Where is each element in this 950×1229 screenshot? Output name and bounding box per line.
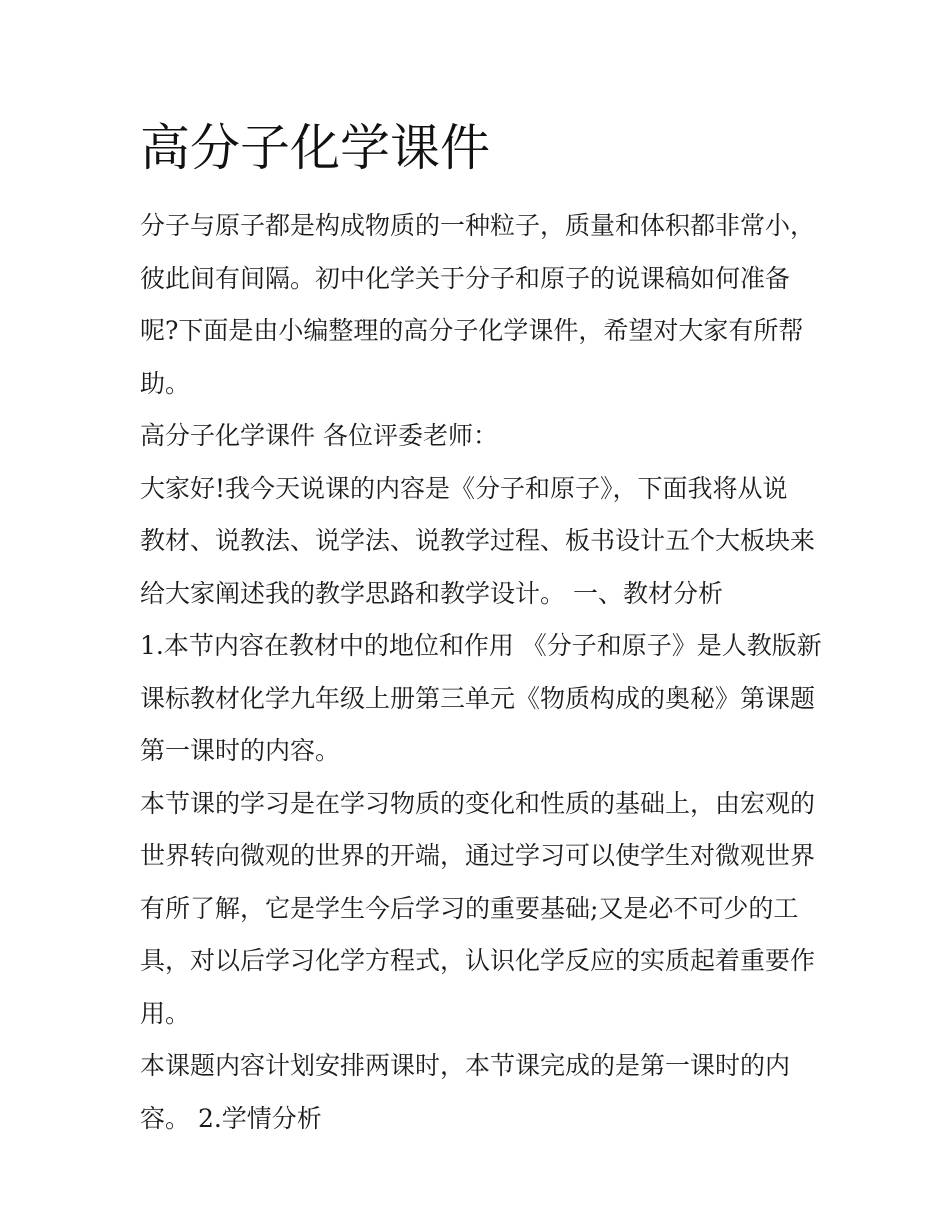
paragraph-opening <box>140 463 820 621</box>
text-line: 用。 <box>140 998 191 1028</box>
text-line: 1.本节内容在教材中的地位和作用 《分子和原子》是人教版新 <box>140 631 822 660</box>
text-line: 第一课时的内容。 <box>140 736 341 765</box>
text-line: 本节课的学习是在学习物质的变化和性质的基础上，由宏观的 <box>140 788 816 818</box>
text-line: 有所了解，它是学生今后学习的重要基础;又是必不可少的工 <box>140 893 799 923</box>
text-line: 助。 <box>140 368 191 398</box>
paragraph-lesson-significance <box>140 778 820 1041</box>
paragraph-intro <box>140 200 820 410</box>
paragraph-greeting <box>140 410 820 463</box>
text-line: 分子与原子都是构成物质的一种粒子，质量和体积都非常小， <box>140 211 816 240</box>
text-line: 给大家阐述我的教学思路和教学设计。 一、教材分析 <box>140 578 723 608</box>
text-line: 彼此间有间隔。初中化学关于分子和原子的说课稿如何准备 <box>140 263 791 293</box>
text-line: 容。 2.学情分析 <box>140 1103 322 1133</box>
document-body <box>140 200 820 1145</box>
text-line: 本课题内容计划安排两课时，本节课完成的是第一课时的内 <box>140 1051 791 1080</box>
text-line: 大家好!我今天说课的内容是《分子和原子》，下面我将从说 <box>140 473 788 503</box>
text-line: 高分子化学课件 各位评委老师： <box>140 421 498 450</box>
text-line: 世界转向微观的世界的开端，通过学习可以使学生对微观世界 <box>140 841 816 870</box>
text-line: 教材、说教法、说学法、说教学过程、板书设计五个大板块来 <box>140 526 816 555</box>
paragraph-schedule <box>140 1040 820 1145</box>
paragraph-textbook-position <box>140 620 820 778</box>
text-line: 具，对以后学习化学方程式，认识化学反应的实质起着重要作 <box>140 946 816 975</box>
document-title: 高分子化学课件 <box>140 119 490 177</box>
text-line: 呢?下面是由小编整理的高分子化学课件，希望对大家有所帮 <box>140 316 804 345</box>
text-line: 课标教材化学九年级上册第三单元《物质构成的奥秘》第课题 <box>140 683 816 713</box>
